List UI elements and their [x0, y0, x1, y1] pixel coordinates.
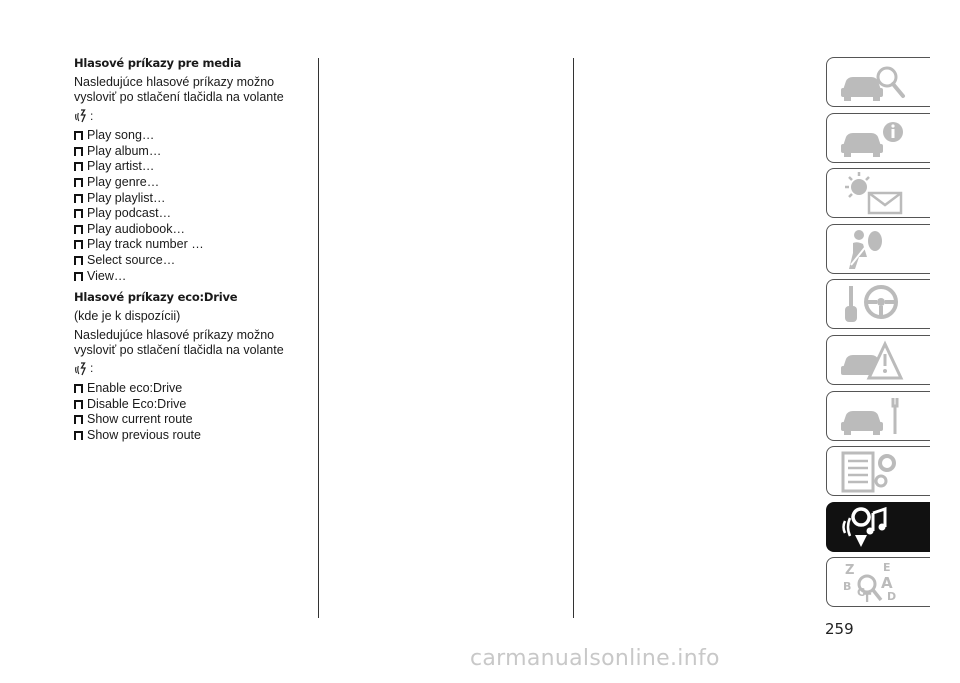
bullet-icon [74, 194, 83, 203]
voice-command-text: Play playlist… [87, 190, 166, 205]
airbag-seatbelt-icon [837, 227, 915, 271]
voice-command-text: Play artist… [87, 159, 155, 174]
voice-button-line [74, 106, 314, 126]
voice-command-text: Disable Eco:Drive [87, 396, 187, 411]
chapter-tabs [826, 57, 930, 613]
bullet-icon [74, 272, 83, 281]
list-item [74, 381, 314, 397]
column-divider-right [573, 58, 574, 618]
colon: : [90, 108, 94, 123]
text-column [74, 56, 314, 449]
section-heading-media: Hlasové príkazy pre media [74, 56, 242, 70]
voice-command-list-ecodrive [74, 381, 314, 443]
section-intro-media: Nasledujúce hlasové príkazy možno vysloviť po stlačení tlačidla na volante [74, 75, 284, 104]
alphabetical-index-icon [837, 560, 915, 604]
voice-command-text: Show current route [87, 412, 193, 427]
tab-car-info[interactable] [826, 113, 930, 163]
tab-safety[interactable] [826, 224, 930, 274]
list-item [74, 206, 314, 222]
bullet-icon [74, 431, 83, 440]
tab-warning-lights[interactable] [826, 168, 930, 218]
bullet-icon [74, 240, 83, 249]
tab-servicing[interactable] [826, 391, 930, 441]
car-maintenance-icon [837, 394, 915, 438]
list-item [74, 237, 314, 253]
voice-command-icon [74, 108, 88, 124]
voice-command-text: Play album… [87, 143, 162, 158]
list-item [74, 397, 314, 413]
voice-button-line [74, 359, 314, 379]
bullet-icon [74, 147, 83, 156]
multimedia-icon [837, 505, 915, 549]
tab-index[interactable] [826, 557, 930, 607]
list-item [74, 268, 314, 284]
bullet-icon [74, 384, 83, 393]
list-item [74, 144, 314, 160]
key-steering-wheel-icon [837, 282, 915, 326]
colon: : [90, 361, 94, 376]
list-item [74, 175, 314, 191]
section-heading-ecodrive: Hlasové príkazy eco:Drive [74, 289, 238, 304]
tab-technical-data[interactable] [826, 446, 930, 496]
voice-command-list-media [74, 128, 314, 284]
bullet-icon [74, 415, 83, 424]
section-intro-ecodrive: Nasledujúce hlasové príkazy možno vysloviť po stlačení tlačidla na volante [74, 327, 284, 357]
list-item [74, 253, 314, 269]
bullet-icon [74, 225, 83, 234]
warning-light-message-icon [837, 171, 915, 215]
voice-command-text: Play song… [87, 128, 155, 143]
list-item [74, 412, 314, 428]
page-number: 259 [825, 620, 854, 638]
list-item [74, 428, 314, 444]
car-search-icon [837, 60, 915, 104]
voice-command-text: Play podcast… [87, 206, 172, 221]
tab-car-search[interactable] [826, 57, 930, 107]
index-letter: A [881, 574, 893, 593]
bullet-icon [74, 256, 83, 265]
index-letter: C [857, 586, 866, 600]
technical-data-icon [837, 449, 915, 493]
bullet-icon [74, 209, 83, 218]
list-item [74, 190, 314, 206]
bullet-icon [74, 131, 83, 140]
list-item [74, 222, 314, 238]
bullet-icon [74, 162, 83, 171]
voice-command-text: Show previous route [87, 428, 201, 443]
voice-command-text: Play genre… [87, 175, 160, 190]
voice-command-text: Play track number … [87, 237, 204, 252]
tab-emergency[interactable] [826, 335, 930, 385]
voice-command-text: View… [87, 268, 127, 283]
list-item [74, 128, 314, 144]
voice-command-text: Enable eco:Drive [87, 381, 183, 396]
index-letter: E [883, 561, 891, 575]
index-letter: T [863, 591, 872, 605]
bullet-icon [74, 400, 83, 409]
voice-command-text: Play audiobook… [87, 221, 185, 236]
availability-note: (kde je k dispozícii) [74, 308, 181, 323]
car-info-icon [837, 116, 915, 160]
watermark: carmanualsonline.info [470, 646, 720, 671]
car-emergency-icon [837, 338, 915, 382]
index-letter: D [887, 590, 897, 604]
index-letter: B [843, 580, 852, 594]
tab-multimedia[interactable] [826, 502, 930, 552]
voice-command-text: Select source… [87, 253, 176, 268]
list-item [74, 159, 314, 175]
voice-command-icon [74, 361, 88, 377]
index-letter: Z [845, 563, 855, 579]
column-divider-left [318, 58, 319, 618]
bullet-icon [74, 178, 83, 187]
tab-starting-driving[interactable] [826, 279, 930, 329]
